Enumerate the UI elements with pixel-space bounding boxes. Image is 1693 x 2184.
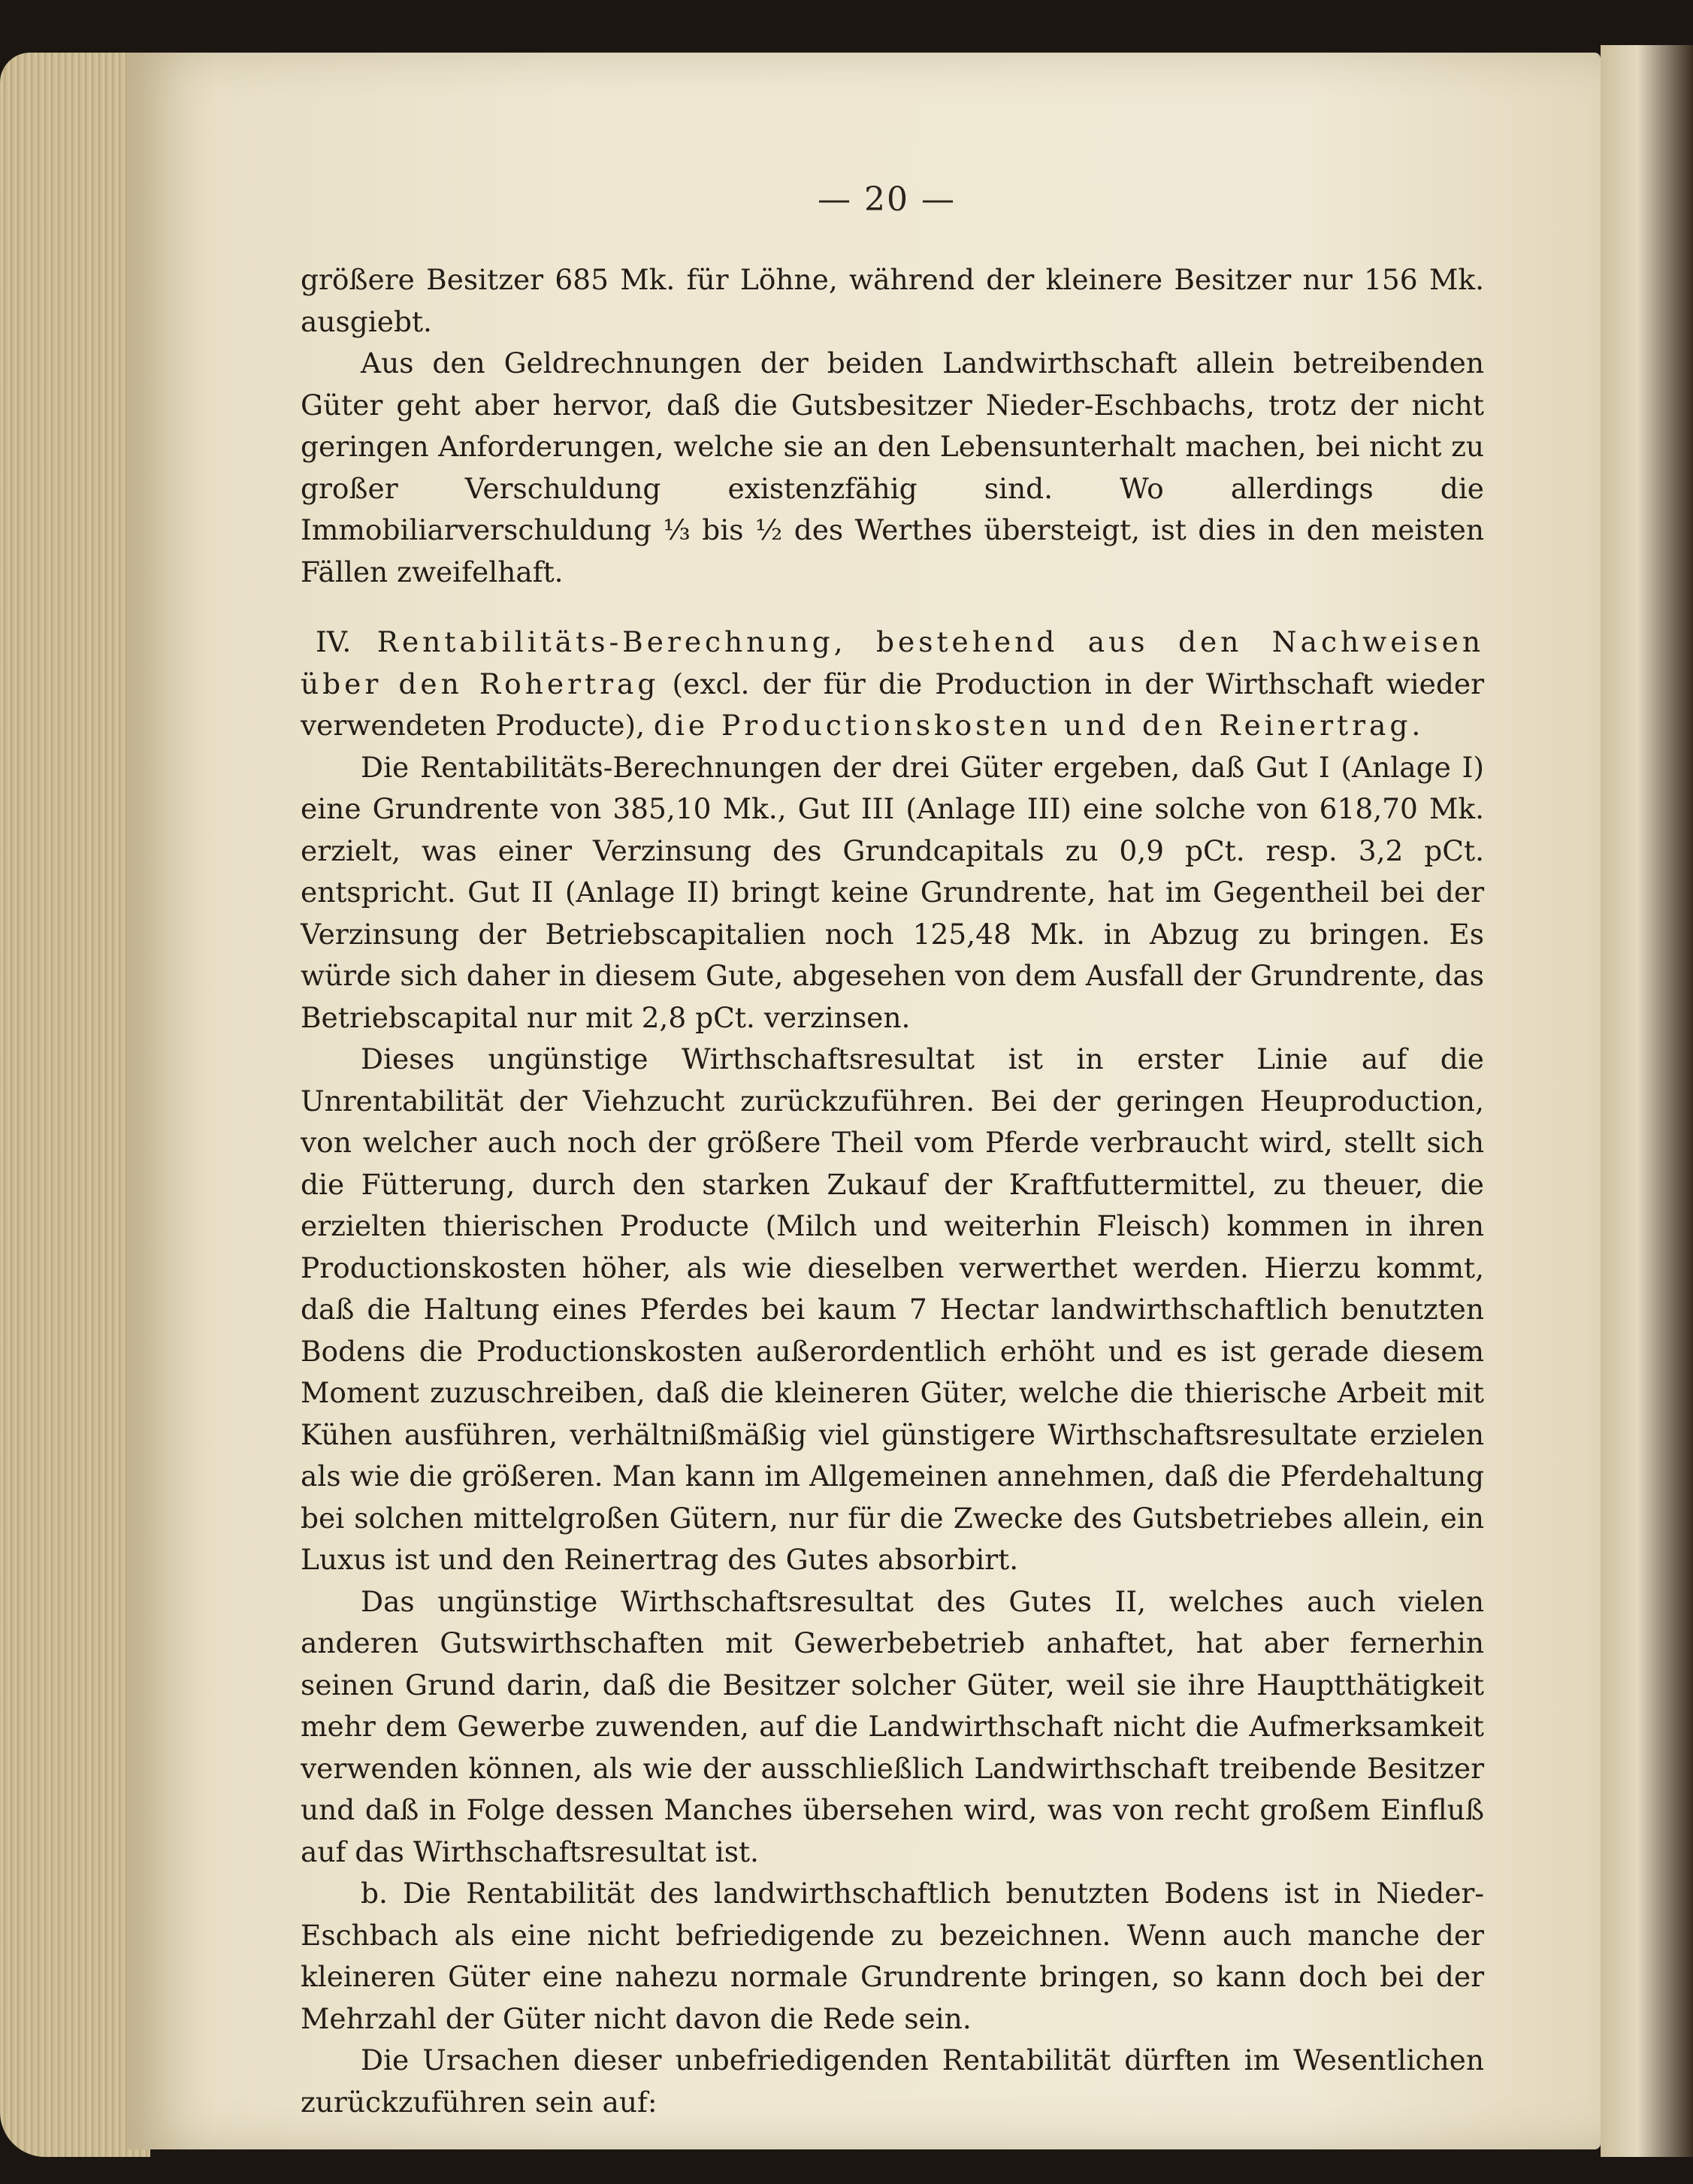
paragraph: Die Ursachen dieser unbefriedigenden Rentabilität dürften im Wesentlichen zurückzuführen sein auf: — [301, 2043, 1484, 2119]
page-number: — 20 — — [818, 180, 956, 219]
paragraph: Aus den Geldrechnungen der beiden Landwirthschaft allein betreibenden Güter geht aber hervor, daß die Gutsbesitzer Nieder-Eschbachs, trotz der nicht geringen Anforderungen, welche sie an den Lebensunterhalt machen, bei nicht zu großer Verschuldung existenzfähig sind. Wo allerdings die Immobiliarverschuldung ⅓ bis ½ des Werthes übersteigt, ist dies in den meisten Fällen zweifelhaft. — [301, 346, 1484, 588]
page-edges-right — [1601, 45, 1693, 2157]
paragraph: Dieses ungünstige Wirthschaftsresultat ist in erster Linie auf die Unrentabilität der Viehzucht zurückzuführen. Bei der geringen Heuproduction, von welcher auch noch der größere Theil vom Pferde verbraucht wird, stellt sich die Fütterung, durch den starken Zukauf der Kraftfuttermittel, zu theuer, die erzielten thierischen Producte (Milch und weiterhin Fleisch) kommen in ihren Productionskosten höher, als wie dieselben verwerthet werden. Hierzu kommt, daß die Haltung eines Pferdes bei kaum 7 Hectar landwirthschaftlich benutzten Bodens die Productionskosten außerordentlich erhöht und es ist gerade diesem Moment zuzuschreiben, daß die kleineren Güter, welche die thierische Arbeit mit Kühen ausführen, verhältnißmäßig viel günstigere Wirthschaftsresultate erzielen als wie die größeren. Man kann im Allgemeinen annehmen, daß die Pferdehaltung bei solchen mittelgroßen Gütern, nur für die Zwecke des Gutsbetriebes allein, ein Luxus ist und den Reinertrag des Gutes absorbirt. — [301, 1042, 1484, 1576]
section-numeral: IV. — [316, 625, 352, 658]
paragraph: Die Rentabilitäts-Berechnungen der drei Güter ergeben, daß Gut I (Anlage I) eine Grundrente von 385,10 Mk., Gut III (Anlage III) eine solche von 618,70 Mk. erzielt, was einer Verzinsung des Grundcapitals zu 0,9 pCt. resp. 3,2 pCt. entspricht. Gut II (Anlage II) bringt keine Grundrente, hat im Gegentheil bei der Verzinsung der Betriebscapitalien noch 125,48 Mk. in Abzug zu bringen. Es würde sich daher in diesem Gute, abgesehen von dem Ausfall der Grundrente, das Betriebscapital nur mit 2,8 pCt. verzinsen. — [301, 750, 1484, 1034]
section-title: Rentabilitäts-Berechnung, bestehend aus den Nachweisen über den Rohertrag — [301, 625, 1484, 700]
section-note: (excl. der für die Production in der Wirthschaft wieder verwendeten Producte), — [301, 667, 1484, 742]
paragraph: Das ungünstige Wirthschaftsresultat des Gutes II, welches auch vielen anderen Gutswirthschaften mit Gewerbebetrieb anhaftet, hat aber fernerhin seinen Grund darin, daß die Besitzer solcher Güter, weil sie ihre Hauptthätigkeit mehr dem Gewerbe zuwenden, auf die Landwirthschaft nicht die Aufmerksamkeit verwenden können, als wie der ausschließlich Landwirthschaft treibende Besitzer und daß in Folge dessen Manches übersehen wird, was von recht großem Einfluß auf das Wirthschaftsresultat ist. — [301, 1584, 1484, 1868]
section-heading — [301, 622, 1484, 747]
paragraph: größere Besitzer 685 Mk. für Löhne, während der kleinere Besitzer nur 156 Mk. ausgiebt. — [301, 263, 1484, 338]
section-title-tail: die Productionskosten und den Reinertrag. — [653, 709, 1425, 742]
paragraph: b. Die Rentabilität des landwirthschaftlich benutzten Bodens ist in Nieder-Eschbach als eine nicht befriedigende zu bezeichnen. Wenn auch manche der kleineren Güter eine nahezu normale Grundrente bringen, so kann doch bei der Mehrzahl der Güter nicht davon die Rede sein. — [301, 1877, 1484, 2035]
page-text — [301, 259, 1484, 2123]
